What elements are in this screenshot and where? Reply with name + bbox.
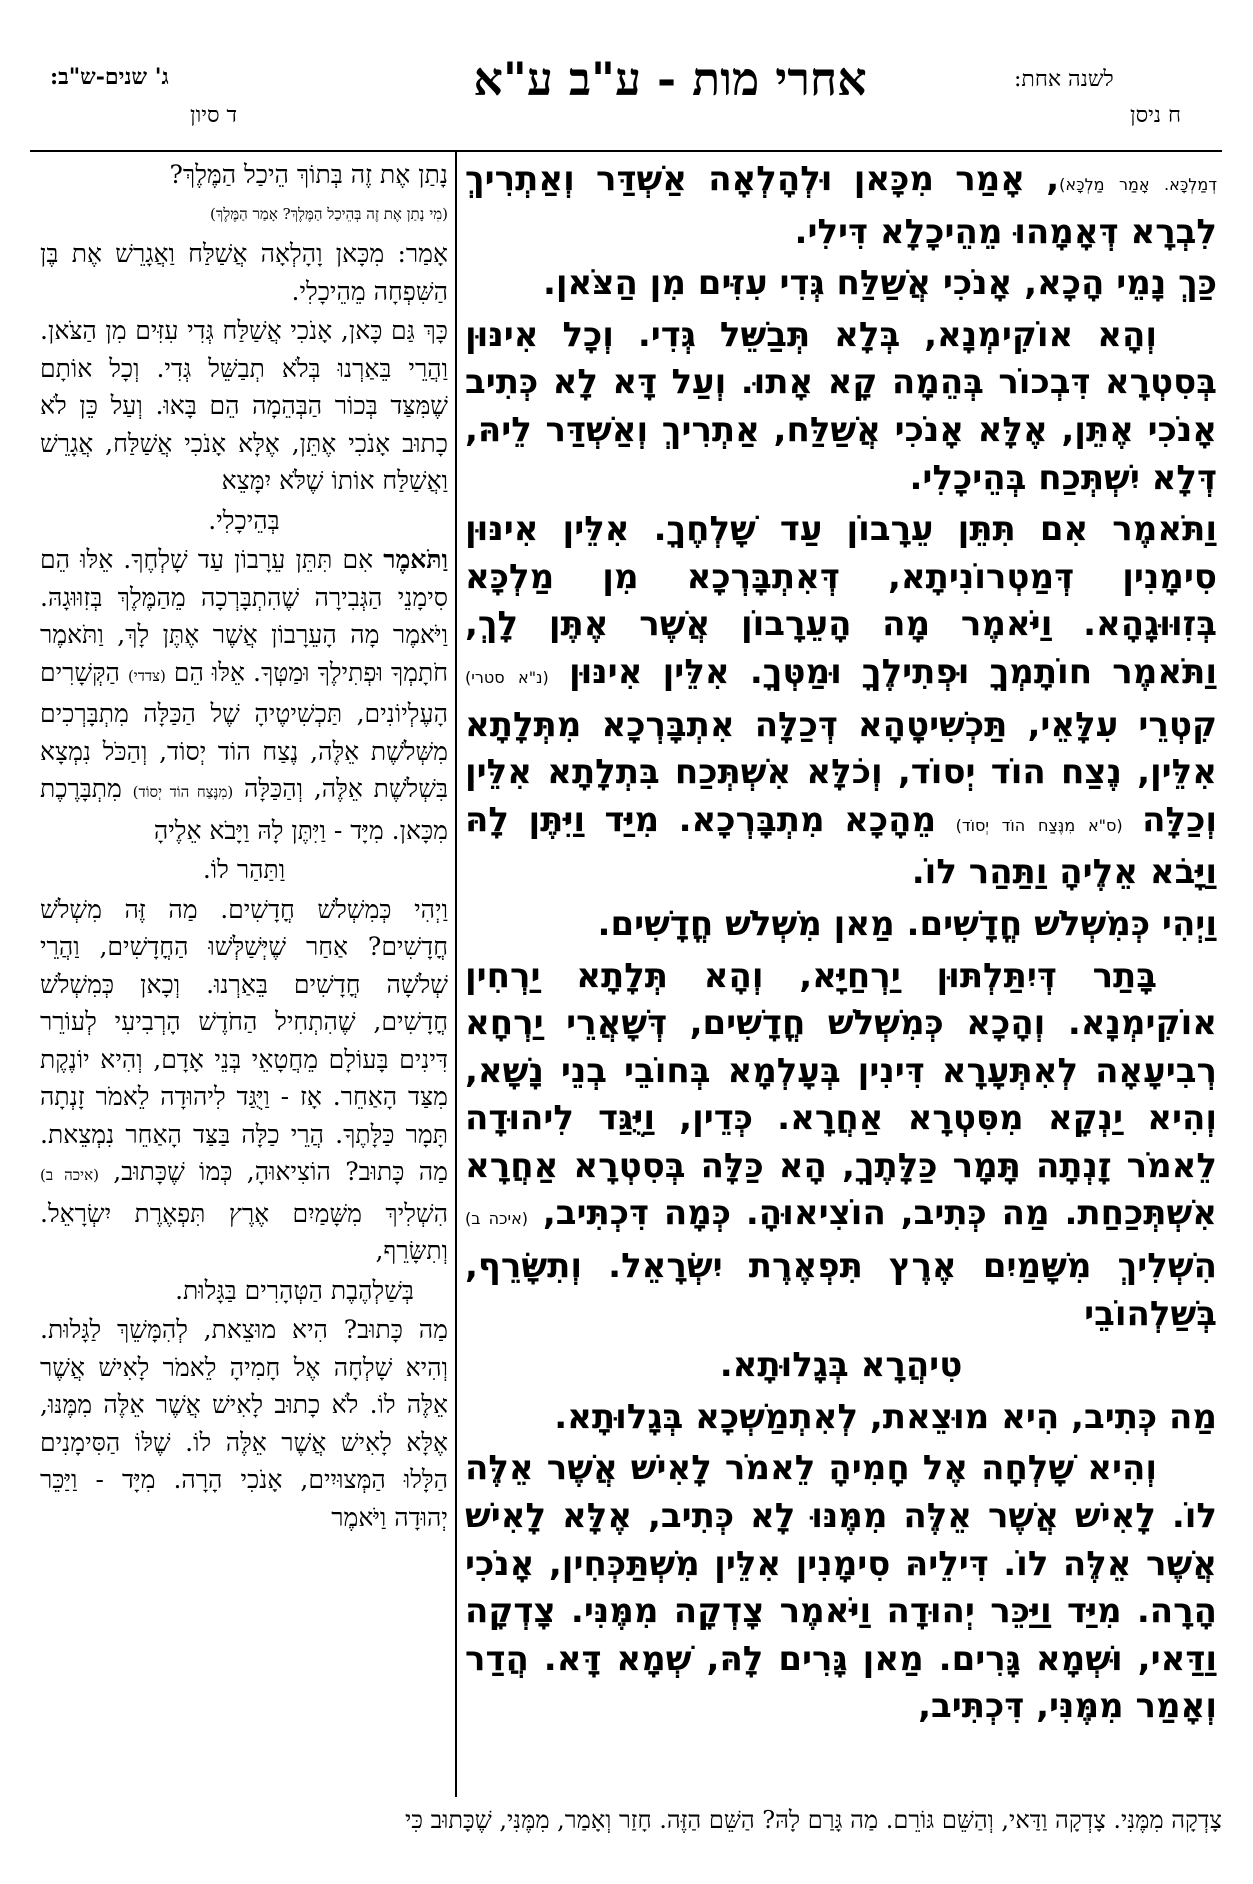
main-paragraph-5: וַיְהִי כְּמִשְׁלֹשׁ חֳדָשִׁים. מַאן מִשְׁלֹשׁ חֳדָשִׁים. — [597, 903, 1217, 944]
main-paragraph-8: וְהִיא שָׁלְחָה אֶל חָמִיהָ לֵאמֹר לָאִישׁ אֲשֶׁר אֵלֶּה לוֹ. לָאִישׁ אֲשֶׁר אֵלֶּה מִמֶּנּוּ לָא כְּתִיב, אֶלָּא לָאִישׁ אֲשֶׁר אֵלֶּה לוֹ. דִּילֵיהּ סִימָנִין אִלֵּין מִשְׁתַּכְּחִין, אָנֹכִי הָרָה. מִיַּד וַיַּכֵּר יְהוּדָה וַיֹּאמֶר צָדְקָה מִמֶּנִּי. צָדְקָה וַדַּאי, וּשְׁמָא גָּרִים. מַאן גָּרִים לָהּ, שְׁמָא דָּא. הֲדַר וְאָמַר מִמֶּנִּי, דִּכְתִּיב, — [465, 1448, 1217, 1727]
header-date-right: ח ניסן — [1130, 103, 1182, 128]
main-paragraph-6: בָּתַר דְּיִתַּלְתּוּן יַרְחַיָּא, וְהָא תְּלָתָא יַרְחִין אוֹקִימְנָא. וְהָכָא כְּמִשְׁלֹשׁ חֳדָשִׁים, דְּשָׁאֲרֵי יַרְחָא רְבִיעָאָה לְאִתְּעָרָא דִּינִין בְּעָלְמָא בְּחוֹבֵי בְנֵי נָשָׁא, וְהִיא יַנְקָא מִסִּטְרָא אַחֲרָא. כְּדֵין, וַיֻּגַּד לִיהוּדָה לֵאמֹר זָנְתָה תָּמָר כַּלָּתֶךָ, הָא כַּלָּה בְּסִטְרָא אַחֲרָא אִשְׁתְּכַחַת. מַה כְּתִיב, הוֹצִיאוּהָ. כְּמָה דִּכְתִּיב, (איכה ב) הִשְׁלִיךְ מִשָּׁמַיִם אֶרֶץ תִּפְאֶרֶת יִשְׂרָאֵל. וְתִשָּׂרֵף, בְּשַׁלְהוֹבֵי — [465, 955, 1217, 1334]
side-note: (צדדי) — [127, 666, 166, 685]
column-divider — [455, 152, 457, 1797]
main-paragraph-3: וְהָא אוֹקִימְנָא, בְּלָא תְּבַשֵּׁל גְּדִי. וְכָל אִינּוּן בְּסִטְרָא דִּבְכוֹר בְּהֵמָה קָא אָתוּ. וְעַל דָּא לָא כְּתִיב אָנֹכִי אֶתֵּן, אֶלָּא אָנֹכִי אֲשַׁלַּח, אַתְרִיךְ וְאַשְׁדַּר לֵיהּ, דְּלָא יִשְׁתְּכַח בְּהֵיכָלִי. — [465, 314, 1217, 498]
header-date-left: ד סיון — [190, 103, 238, 128]
footer-continuation-line: צָדְקָה מִמֶּנִּי. צָדְקָה וַדַּאי, וְהַשֵּׁם גּוֹרֵם. מַה גָּרַם לָהּ? הַשֵּׁם הַזֶּה. חָזַר וְאָמַר, מִמֶּנִּי, שֶׁכָּתוּב כִּי — [405, 1806, 1222, 1834]
side-paragraph-1: נָתַן אֶת זֶה בְּתוֹךְ הֵיכַל הַמֶּלֶךְ? — [169, 160, 448, 189]
main-note: (איכה ב) — [465, 1209, 529, 1229]
side-lead-word: וַתֹּאמֶר — [383, 545, 448, 574]
side-paragraph-4: וַתֹּאמֶר אִם תִּתֵּן עֵרָבוֹן עַד שָׁלְחֶךָ. אֵלּוּ הֵם סִימָנֵי הַגְּבִירָה שֶׁהִתְבָּרְכָה מֵהַמֶּלֶךְ בְּזִוּוּגָהּ. וַיֹּאמֶר מָה הָעֵרָבוֹן אֲשֶׁר אֶתֶּן לָךְ, וַתֹּאמֶר חֹתָמְךָ וּפְתִילֶךָ וּמַטְּךָ. אֵלּוּ הֵם (צדדי) הַקְּשָׁרִים הָעֶלְיוֹנִים, תַּכְשִׁיטֶיהָ שֶׁל הַכַּלָּה מִתְבָּרְכִים מִשְּׁלֹשֶׁת אֵלֶּה, נֶצַח הוֹד יְסוֹד, וְהַכֹּל נִמְצָא בִּשְׁלֹשֶׁת אֵלֶּה, וְהַכַּלָּה (מִנֶּצַח הוֹד יְסוֹד) מִתְבָּרֶכֶת מִכָּאן. מִיָּד - וַיִּתֶּן לָהּ וַיָּבֹא אֵלֶיהָ — [40, 545, 448, 845]
side-paragraph-2: אָמַר: מִכָּאן וָהָלְאָה אֲשַׁלַּח וַאֲגָרֵשׁ אֶת בֶּן הַשִּׁפְחָה מֵהֵיכָלִי. — [40, 239, 448, 306]
side-paragraph-4-end: וַתַּהַר לוֹ. — [202, 855, 286, 884]
header-years-label: ג' שנים-ש"ב: — [50, 64, 169, 90]
side-paragraph-6: מַה כָּתוּב? הִיא מוּצֵאת, לְהִמָּשֵׁךְ לַגָּלוּת. וְהִיא שָׁלְחָה אֶל חָמִיהָ לֵאמֹר לָאִישׁ אֲשֶׁר אֵלֶּה לוֹ. לֹא כָתוּב לָאִישׁ אֲשֶׁר אֵלֶּה מִמֶּנּוּ, אֶלָּא לָאִישׁ אֲשֶׁר אֵלֶּה לוֹ. שֶׁלּוֹ הַסִּימָנִים הַלָּלוּ הַמְּצוּיִים, אָנֹכִי הָרָה. מִיָּד - וַיַּכֵּר יְהוּדָה וַיֹּאמֶר — [40, 1315, 448, 1532]
main-paragraph-1: דְמַלְכָּא. אָמַר מַלְכָּא), אָמַר מִכָּאן וּלְהָלְאָה אַשְׁדַּר וְאַתְרִיךְ לִבְרָא דְּאָמָהוּ מֵהֵיכָלָא דִּילִי. — [465, 159, 1217, 252]
side-paragraph-5-end: בְּשַׁלְהֶבֶת הַטְּהָרִים בַּגָּלוּת. — [175, 1275, 414, 1305]
side-paragraph-5: וַיְהִי כְּמִשְׁלֹשׁ חֳדָשִׁים. מַה זֶּה מִשְׁלֹשׁ חֳדָשִׁים? אַחַר שֶׁיְּשַׁלְּשׁוּ הַחֳדָשִׁים, וַהֲרֵי שְׁלֹשָׁה חֳדָשִׁים בֵּאַרְנוּ. וְכָאן כְּמִשְׁלֹשׁ חֳדָשִׁים, שֶׁהִתְחִיל הַחֹדֶשׁ הָרְבִיעִי לְעוֹרֵר דִּינִים בָּעוֹלָם מֵחֲטָאֵי בְּנֵי אָדָם, וְהִיא יוֹנֶקֶת מִצַּד הָאַחֵר. אָז - וַיֻּגַּד לִיהוּדָה לֵאמֹר זָנְתָה תָּמָר כַּלָּתֶךָ. הֲרֵי כַלָּה בַּצַּד הָאַחֵר נִמְצֵאת. מַה כָּתוּב? הוֹצִיאוּהָ, כְּמוֹ שֶׁכָּתוּב, (איכה ב) הִשְׁלִיךְ מִשָּׁמַיִם אֶרֶץ תִּפְאֶרֶת יִשְׂרָאֵל. וְתִשָּׂרֵף, — [40, 894, 448, 1265]
translation-column — [40, 156, 448, 1796]
main-paragraph-6-end: טִיהֲרָא בְּגָלוּתָא. — [719, 1345, 963, 1386]
main-paragraph-4: וַתֹּאמֶר אִם תִּתֵּן עֵרָבוֹן עַד שָׁלְחֶךָ. אִלֵּין אִינּוּן סִימָנִין דְּמַטְרוֹנִיתָא, דְּאִתְבָּרְכָא מִן מַלְכָּא בְּזִוּוּגָהָא. וַיֹּאמֶר מָה הָעֵרָבוֹן אֲשֶׁר אֶתֶּן לָךְ, וַתֹּאמֶר חוֹתָמְךָ וּפְתִילֶךָ וּמַטְּךָ. אִלֵּין אִינּוּן (נ"א סטרי) קִטְרֵי עִלָּאֵי, תַּכְשִׁיטָהָא דְּכַלָּה אִתְבָּרְכָא מִתְּלָתָא אִלֵּין, נֶצַח הוֹד יְסוֹד, וְכֹלָּא אִשְׁתְּכַח בִּתְלָתָא אִלֵּין וְכַלָּה (ס"א מִנֶּצַח הוֹד יְסוֹד) מֵהָכָא מִתְבָּרְכָא. מִיַּד וַיִּתֶּן לָהּ וַיָּבֹא אֵלֶיהָ וַתַּהַר לוֹ. — [465, 509, 1217, 893]
main-text-column — [465, 156, 1217, 1796]
page-title: אחרי מות - ע"ב ע"א — [473, 52, 867, 106]
main-paragraph-7: מַה כְּתִיב, הִיא מוּצֵאת, לְאִתְמַשְׁכָא בְּגָלוּתָא. — [554, 1396, 1217, 1437]
main-note: דְמַלְכָּא. אָמַר מַלְכָּא) — [1059, 175, 1217, 194]
side-note: (מִי נָתַן אֶת זֶה בְּהֵיכַל הַמֶּלֶךְ? אָמַר הַמֶּלֶךְ) — [210, 204, 448, 223]
side-paragraph-3: כָּךְ גַּם כָּאן, אָנֹכִי אֲשַׁלַּח גְּדִי עִזִּים מִן הַצֹּאן. וַהֲרֵי בֵּאַרְנוּ בְּלֹא תְבַשֵּׁל גְּדִי. וְכָל אוֹתָם שֶׁמִּצַּד בְּכוֹר הַבְּהֵמָה הֵם בָּאוּ. וְעַל כֵּן לֹא כָתוּב אָנֹכִי אֶתֵּן, אֶלָּא אָנֹכִי אֲשַׁלַּח, אֲגָרֵשׁ וַאֲשַׁלַּח אוֹתוֹ שֶׁלֹּא יִמָּצֵא — [40, 316, 448, 495]
side-note: (מִנֶּצַח הוֹד יְסוֹד) — [132, 783, 234, 801]
header-divider — [30, 150, 1222, 152]
main-note: (נ"א סטרי) — [465, 667, 549, 687]
main-paragraph-2: כַּךְ נָמֵי הָכָא, אָנֹכִי אֲשַׁלַּח גְּדִי עִזִּים מִן הַצֹּאן. — [542, 263, 1217, 304]
page-header — [30, 52, 1222, 152]
main-note: (ס"א מִנֶּצַח הוֹד יְסוֹד) — [955, 815, 1123, 835]
side-note: (איכה ב) — [40, 1166, 99, 1184]
header-year-label: לשנה אחת: — [1014, 67, 1114, 92]
side-paragraph-3-end: בְּהֵיכָלִי. — [208, 505, 280, 535]
